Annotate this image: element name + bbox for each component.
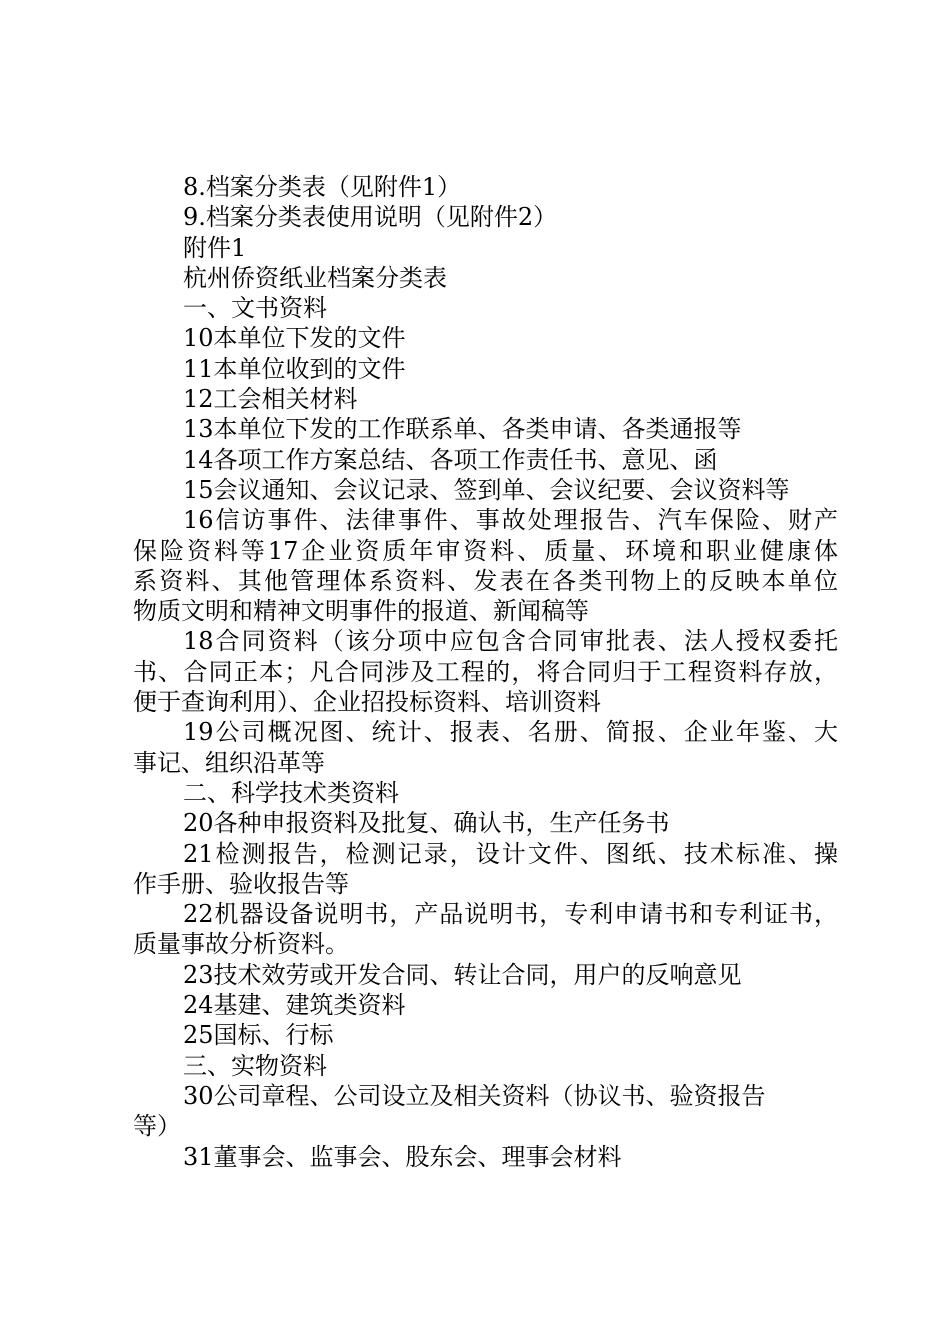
- text-line: 25国标、行标: [183, 1021, 334, 1050]
- text-line: 便于查询利用）、企业招投标资料、培训资料: [133, 688, 601, 717]
- text-line: 8.档案分类表（见附件1）: [183, 173, 462, 201]
- text-line: 16信访事件、法律事件、事故处理报告、汽车保险、财产: [183, 506, 838, 535]
- text-line: 13本单位下发的工作联系单、各类申请、各类通报等: [183, 415, 742, 444]
- text-line: 31董事会、监事会、股东会、理事会材料: [183, 1142, 622, 1171]
- text-line: 22机器设备说明书，产品说明书，专利申请书和专利证书，: [183, 900, 838, 929]
- text-line: 作手册、验收报告等: [133, 869, 349, 898]
- text-line: 书、合同正本；凡合同涉及工程的，将合同归于工程资料存放，: [133, 657, 838, 686]
- text-line: 23技术效劳或开发合同、转让合同，用户的反响意见: [183, 960, 742, 989]
- text-line: 保险资料等17企业资质年审资料、质量、环境和职业健康体: [133, 536, 838, 565]
- text-line: 20各种申报资料及批复、确认书，生产任务书: [183, 809, 670, 838]
- text-line: 附件1: [183, 233, 247, 262]
- section-heading: 一、文书资料: [183, 294, 327, 323]
- section-heading: 二、科学技术类资料: [183, 778, 399, 807]
- text-line: 18合同资料（该分项中应包含合同审批表、法人授权委托: [183, 627, 838, 656]
- text-line: 系资料、其他管理体系资料、发表在各类刊物上的反映本单位: [133, 566, 838, 595]
- text-line: 杭州侨资纸业档案分类表: [183, 263, 447, 292]
- text-line: 24基建、建筑类资料: [183, 991, 406, 1020]
- section-heading: 三、实物资料: [183, 1051, 327, 1080]
- text-line: 12工会相关材料: [183, 385, 358, 414]
- text-line: 21检测报告，检测记录，设计文件、图纸、技术标准、操: [183, 839, 838, 868]
- text-line: 事记、组织沿革等: [133, 748, 325, 777]
- document-body: [133, 172, 838, 1172]
- text-line: 质量事故分析资料。: [133, 930, 349, 959]
- text-line: 30公司章程、公司设立及相关资料（协议书、验资报告: [183, 1081, 766, 1110]
- text-line: 14各项工作方案总结、各项工作责任书、意见、函: [183, 445, 718, 474]
- text-line: 等）: [133, 1112, 181, 1141]
- text-line: 15会议通知、会议记录、签到单、会议纪要、会议资料等: [183, 475, 790, 504]
- text-line: 物质文明和精神文明事件的报道、新闻稿等: [133, 597, 589, 626]
- text-line: 19公司概况图、统计、报表、名册、简报、企业年鉴、大: [183, 718, 838, 747]
- text-line: 11本单位收到的文件: [183, 354, 406, 383]
- text-line: 9.档案分类表使用说明（见附件2）: [183, 203, 558, 232]
- text-line: 10本单位下发的文件: [183, 324, 406, 353]
